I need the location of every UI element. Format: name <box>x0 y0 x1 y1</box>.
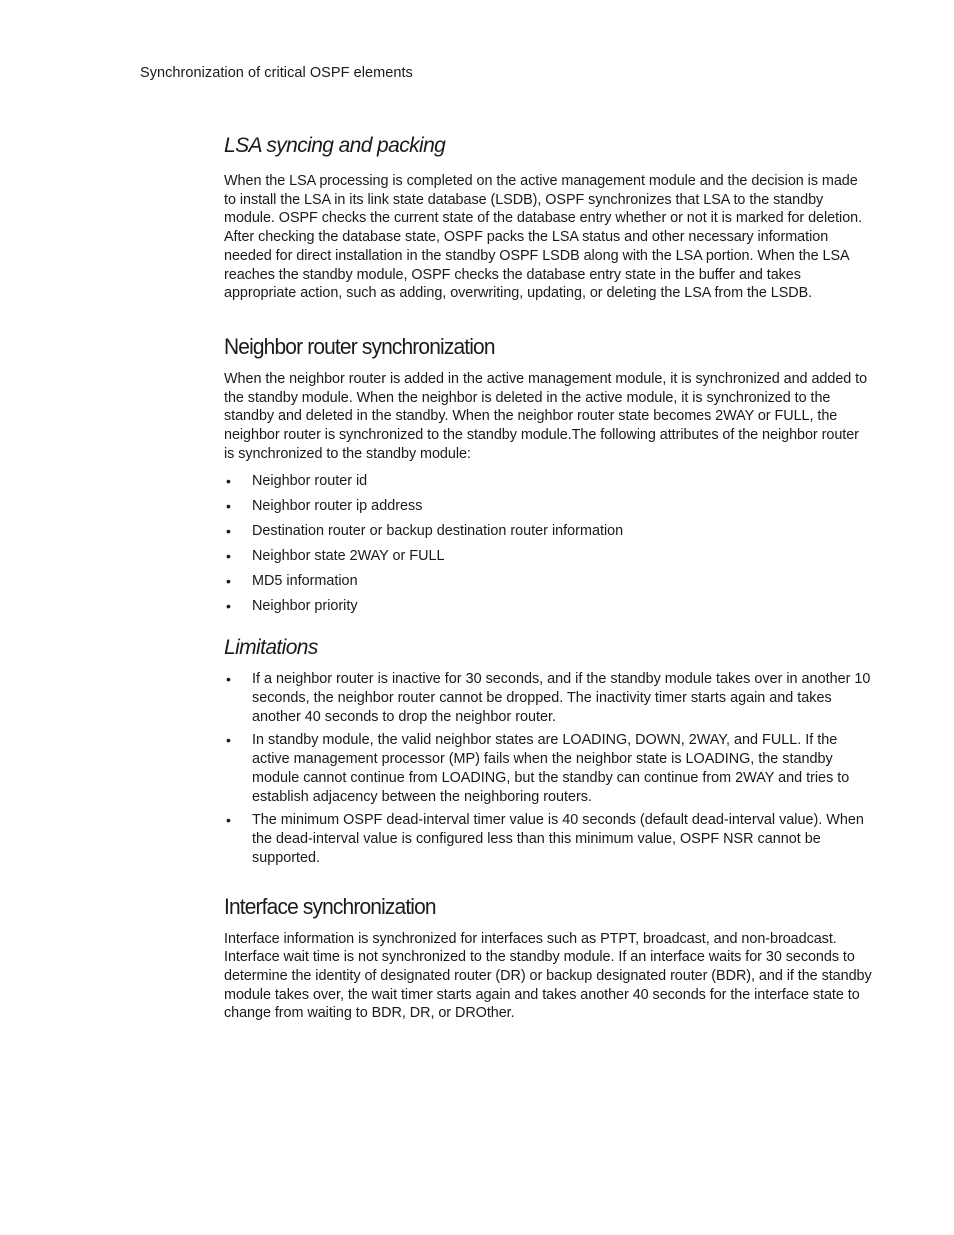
list-item-text: Neighbor priority <box>252 598 358 615</box>
list-item-text: Neighbor router id <box>252 473 368 490</box>
list-item <box>224 547 872 566</box>
bullet-icon: • <box>226 473 231 490</box>
list-item <box>224 811 872 867</box>
bullet-icon: • <box>226 671 231 688</box>
page-content <box>224 132 872 1023</box>
paragraph-interface-sync: Interface information is synchronized for interfaces such as PTPT, broadcast, and non-broadcast. Interface wait time is not synchronized to the standby module. If an interface waits for 30 seconds to determine the identity of designated router (DR) or backup designated router (BDR), and if the standby module takes over, the wait timer starts again and takes another 40 seconds for the interface state to change from waiting to BDR, DR, or DROther. <box>224 930 872 1022</box>
running-header: Synchronization of critical OSPF elements <box>140 65 413 81</box>
list-item-text: Destination router or backup destination router information <box>252 523 624 540</box>
list-item <box>224 731 872 806</box>
list-item-text: The minimum OSPF dead-interval timer value is 40 seconds (default dead-interval value). When the dead-interval value is configured less than this minimum value, OSPF NSR cannot be supported. <box>252 812 864 866</box>
bullet-icon: • <box>226 732 231 749</box>
paragraph-lsa-syncing: When the LSA processing is completed on the active management module and the decision is made to install the LSA in its link state database (LSDB), OSPF synchronizes that LSA to the standby module. OSPF checks the current state of the database entry whether or not it is marked for deletion. After checking the database state, OSPF packs the LSA status and other necessary information needed for direct installation in the standby OSPF LSDB along with the LSA portion. When the LSA reaches the standby module, OSPF checks the database entry state in the buffer and takes appropriate action, such as adding, overwriting, updating, or deleting the LSA from the LSDB. <box>224 173 863 302</box>
list-item <box>224 522 872 541</box>
list-item <box>224 472 872 491</box>
section-heading-neighbor-router-sync: Neighbor router synchronization <box>224 333 495 359</box>
list-item <box>224 597 872 616</box>
bullet-icon: • <box>226 548 231 565</box>
paragraph-neighbor-router-sync: When the neighbor router is added in the active management module, it is synchronized and added to the standby module. When the neighbor is deleted in the active module, it is synchronized to the standby and deleted in the standby. When the neighbor router state becomes 2WAY or FULL, the neighbor router is synchronized to the standby module.The following attributes of the neighbor router is synchronized to the standby module: <box>224 370 868 462</box>
section-heading-lsa-syncing: LSA syncing and packing <box>224 134 446 157</box>
section-heading-limitations: Limitations <box>224 636 318 660</box>
list-item-text: If a neighbor router is inactive for 30 seconds, and if the standby module takes over in another 10 seconds, the neighbor router cannot be dropped. The inactivity timer starts again and takes another 40 seconds to drop the neighbor router. <box>252 671 871 725</box>
list-item <box>224 497 872 516</box>
list-item-text: Neighbor router ip address <box>252 498 423 515</box>
bullet-icon: • <box>226 812 231 829</box>
list-item <box>224 572 872 591</box>
list-item-text: In standby module, the valid neighbor states are LOADING, DOWN, 2WAY, and FULL. If the active management processor (MP) fails when the neighbor state is LOADING, the standby module cannot continue from LOADING, but the standby can continue from 2WAY and tries to establish adjacency between the neighboring routers. <box>252 732 850 805</box>
bullet-icon: • <box>226 598 231 615</box>
section-heading-interface-sync: Interface synchronization <box>224 893 436 919</box>
list-item-text: Neighbor state 2WAY or FULL <box>252 548 445 565</box>
list-item-text: MD5 information <box>252 573 358 590</box>
neighbor-attributes-list <box>224 472 872 616</box>
bullet-icon: • <box>226 573 231 590</box>
bullet-icon: • <box>226 498 231 515</box>
list-item <box>224 670 872 726</box>
limitations-list <box>224 670 872 867</box>
bullet-icon: • <box>226 523 231 540</box>
